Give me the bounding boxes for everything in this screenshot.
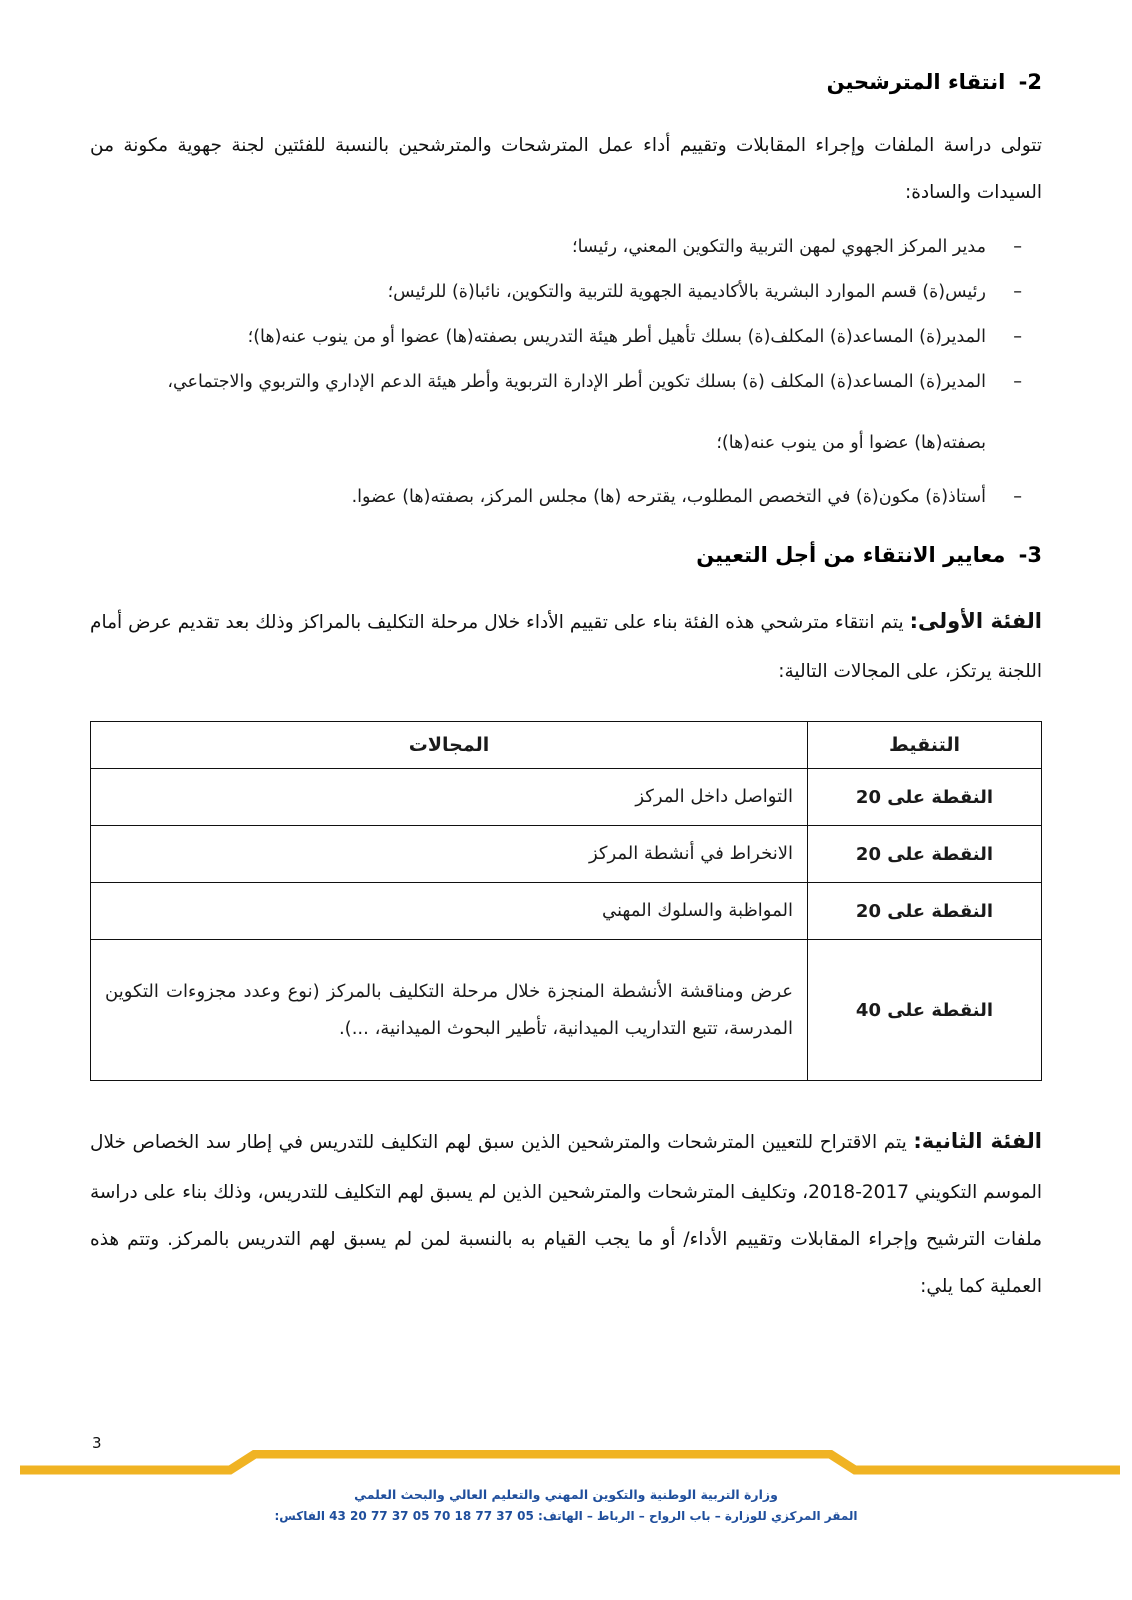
table-cell-domain: عرض ومناقشة الأنشطة المنجزة خلال مرحلة التكليف بالمركز (نوع وعدد مجزوءات التكوين المدرسة، تتبع التداريب الميدانية، تأطير البحوث الميدانية، ...). [91,940,808,1081]
list-item: – مدير المركز الجهوي لمهن التربية والتكوين المعني، رئيسا؛ [90,226,1042,269]
table-cell-score: النقطة على 20 [808,883,1042,940]
criteria-table [90,721,1042,1081]
list-item: – رئيس(ة) قسم الموارد البشرية بالأكاديمية الجهوية للتربية والتكوين، نائبا(ة) للرئيس؛ [90,271,1042,314]
table-cell-score: النقطة على 20 [808,769,1042,826]
table-header-domain: المجالات [91,722,808,769]
table-cell-score: النقطة على 40 [808,940,1042,1081]
section-heading-2 [90,70,1042,94]
footer-address: المقر المركزي للوزارة – باب الرواح – الرباط – الهاتف: 05 37 77 18 70 05 37 77 20 43 الفاكس: [274,1509,858,1523]
footer-ministry: وزارة التربية الوطنية والتكوين المهني والتعليم العالي والبحث العلمي [354,1487,778,1503]
category-one-text: يتم انتقاء مترشحي هذه الفئة بناء على تقييم الأداء خلال مرحلة التكليف بالمراكز وذلك بعد تقديم عرض أمام اللجنة يرتكز، على المجالات التالية: [90,611,1042,683]
page-content [90,70,1042,1321]
page-footer [0,1450,1132,1545]
footer-text [0,1484,1132,1527]
category-one-label: الفئة الأولى: [909,608,1043,633]
category-two-paragraph [90,1115,1042,1310]
list-item: – أستاذ(ة) مكون(ة) في التخصص المطلوب، يقترحه (ها) مجلس المركز، بصفته(ها) عضوا. [90,476,1042,519]
table-header-score: التنقيط [808,722,1042,769]
table-cell-domain: التواصل داخل المركز [91,769,808,826]
committee-list [90,226,1042,404]
page-number: 3 [92,1434,102,1452]
table-cell-score: النقطة على 20 [808,826,1042,883]
table-cell-domain: الانخراط في أنشطة المركز [91,826,808,883]
category-two-label: الفئة الثانية: [913,1129,1042,1154]
category-one-paragraph [90,595,1042,696]
list-item: – المدير(ة) المساعد(ة) المكلف(ة) بسلك تأهيل أطر هيئة التدريس بصفته(ها) عضوا أو من ينوب عنه(ها)؛ [90,316,1042,359]
table-row [91,940,1042,1081]
table-row [91,883,1042,940]
list-item: – المدير(ة) المساعد(ة) المكلف (ة) بسلك تكوين أطر الإدارة التربوية وأطر هيئة الدعم الإداري والتربوي والاجتماعي، [90,361,1042,404]
section-2-number: 2- [1018,70,1042,94]
committee-note: بصفته(ها) عضوا أو من ينوب عنه(ها)؛ [716,432,986,453]
category-two-text: يتم الاقتراح للتعيين المترشحات والمترشحين الذين سبق لهم التكليف للتدريس في إطار سد الخصاص خلال الموسم التكويني 2017-2018، وتكليف المترشحات والمترشحين الذين لم يسبق لهم التكليف للتدريس، وذلك بناء على دراسة ملفات الترشيح وإجراء المقابلات وتقييم الأداء/ أو ما يجب القيام به بالنسبة لمن لم يسبق لهم التدريس بالمركز. وتتم هذه العملية كما يلي: [90,1132,1043,1298]
section-3-title: معايير الانتقاء من أجل التعيين [696,542,1006,567]
committee-list-continued [90,476,1042,519]
section-heading-3 [90,543,1042,567]
table-cell-domain: المواظبة والسلوك المهني [91,883,808,940]
intro-paragraph: تتولى دراسة الملفات وإجراء المقابلات وتقييم أداء عمل المترشحات والمترشحين بالنسبة للفئتين لجنة جهوية مكونة من السيدات والسادة: [90,135,1042,204]
table-row [91,769,1042,826]
section-3-number: 3- [1018,542,1042,567]
table-header-row [91,722,1042,769]
section-2-title: انتقاء المترشحين [826,70,1006,94]
table-row [91,826,1042,883]
